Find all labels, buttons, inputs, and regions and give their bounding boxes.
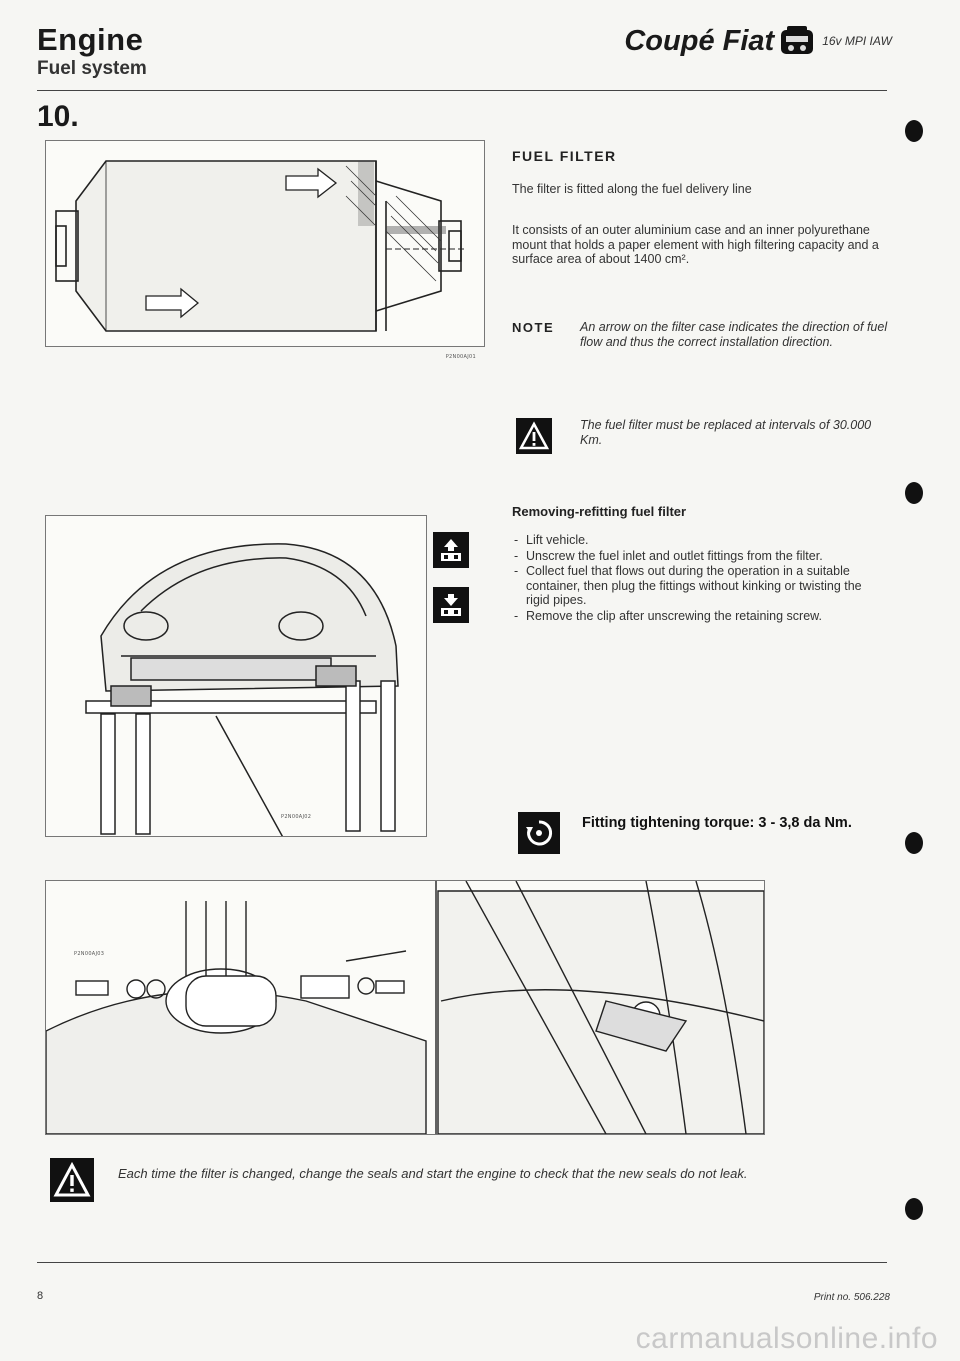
replacement-warning: The fuel filter must be replaced at intervals of 30.000 Km. [580,418,872,447]
procedure-step: - Collect fuel that flows out during the operation in a suitable container, then plug the fittings without kinking or twisting the rigid pipes. [512,564,887,608]
underbody-filter-illustration [45,880,765,1135]
torque-spec: Fitting tightening torque: 3 - 3,8 da Nm. [582,815,852,831]
page-title: Engine [37,22,144,57]
procedure-steps [512,533,887,624]
figure-code: P2N00AJ02 [281,814,312,820]
procedure-step: - Unscrew the fuel inlet and outlet fittings from the filter. [512,549,887,564]
warning-icon [516,418,552,454]
seals-warning: Each time the filter is changed, change the seals and start the engine to check that the new seals do not leak. [118,1166,748,1181]
filter-cutaway-drawing [46,141,484,346]
vehicle-on-lift-illustration [45,515,427,837]
footer-rule [37,1262,887,1263]
torque-wrench-icon [518,812,560,854]
fuel-filter-heading: FUEL FILTER [512,148,617,164]
vehicle-lift-drawing [46,516,426,836]
procedure-step: - Remove the clip after unscrewing the retaining screw. [512,609,887,624]
section-number: 10. [37,100,79,133]
brand-name: Coupé Fiat [624,24,775,57]
underbody-drawing [46,881,764,1134]
page-subtitle: Fuel system [37,58,147,79]
note-text: An arrow on the filter case indicates the direction of fuel flow and thus the correct installation direction. [580,320,888,349]
fuel-filter-para-1: The filter is fitted along the fuel delivery line [512,182,752,196]
fuel-filter-para-2: It consists of an outer aluminium case and an inner polyurethane mount that holds a paper element with high filtering capacity and a surface area of about 1400 cm². [512,223,879,266]
lift-vehicle-icon [433,532,469,568]
warning-icon [50,1158,94,1202]
procedure-heading: Removing-refitting fuel filter [512,504,687,519]
watermark: carmanualsonline.info [635,1322,938,1355]
margin-bullet [905,482,923,504]
margin-bullet [905,1198,923,1220]
margin-bullet [905,832,923,854]
page-number: 8 [37,1290,44,1302]
margin-bullet [905,120,923,142]
figure-code: P2N00AJ01 [445,354,476,360]
brand-block [624,24,892,58]
engine-logo-icon [780,24,814,58]
print-number: Print no. 506.228 [813,1292,890,1303]
header-rule [37,90,887,91]
fuel-filter-diagram [45,140,485,360]
model-label: 16v MPI IAW [822,34,892,48]
procedure-step: - Lift vehicle. [512,533,887,548]
figure-code: P2N00AJ03 [74,951,105,957]
note-label: NOTE [512,320,555,335]
lower-vehicle-icon [433,587,469,623]
